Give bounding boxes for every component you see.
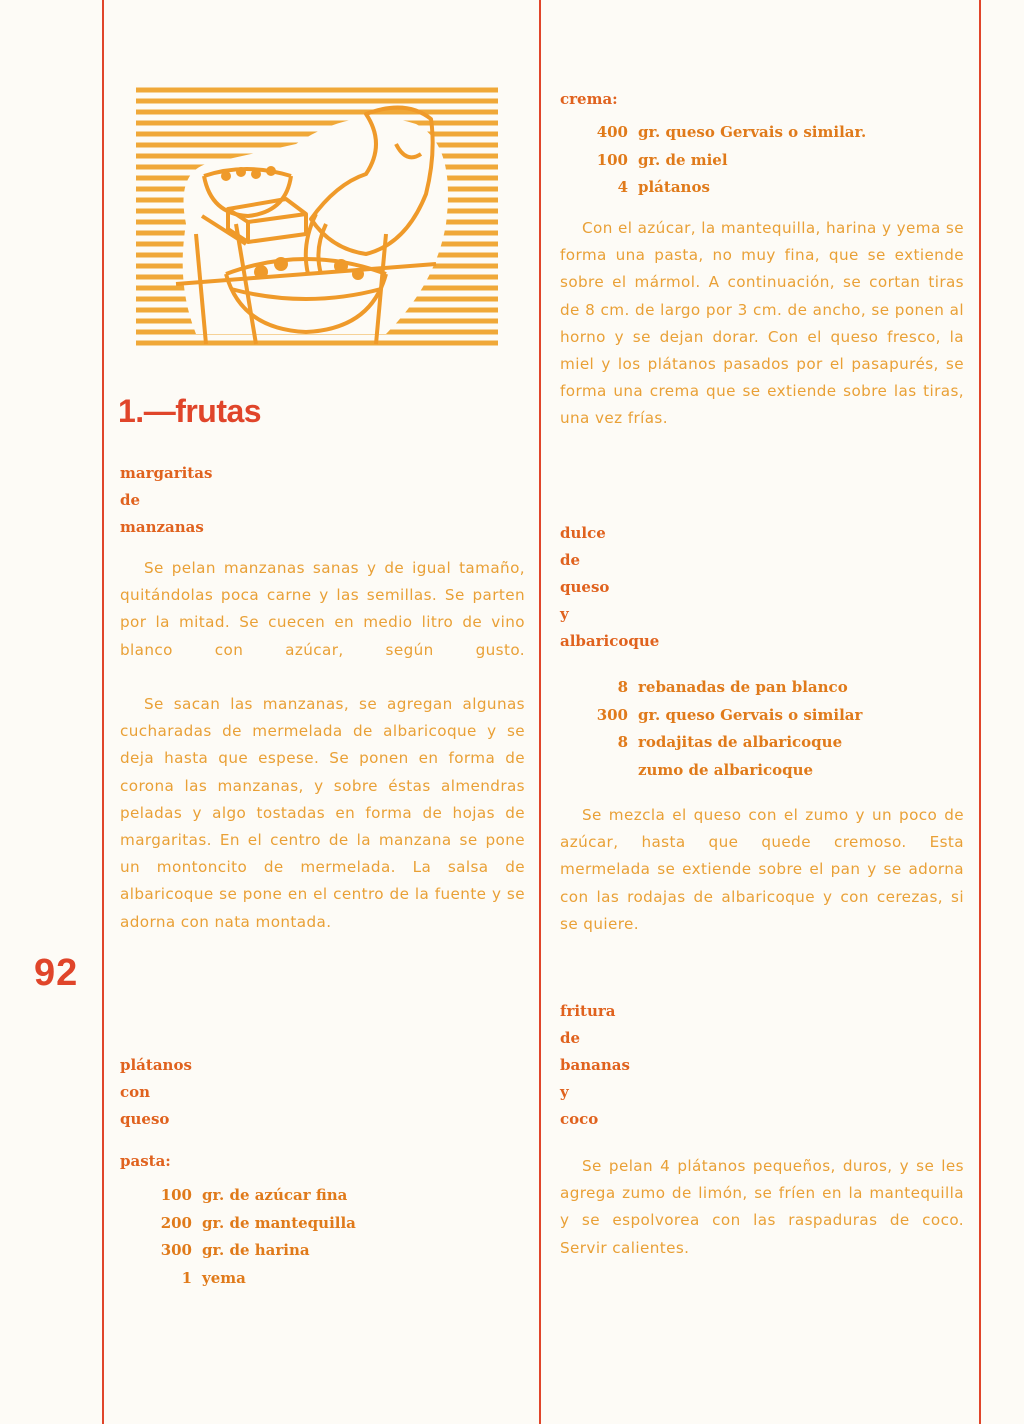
recipe-margaritas-paragraph-2: Se sacan las manzanas, se agregan algunas cucharadas de mermelada de albaricoque y se deja hasta que espese. Se ponen en forma de corona las manzanas, y sobre éstas almendras peladas y algo tostadas en forma de hojas de margaritas. En el centro de la manzana se pone un montoncito de mermelada. La salsa de albaricoque se pone en el centro de la fuente y se adorna con nata montada. <box>120 695 525 931</box>
dulce-ingredients <box>590 674 862 784</box>
right-rule <box>979 0 981 1424</box>
ingredient-item: 4 plátanos <box>617 178 710 196</box>
crema-ingredients <box>590 119 866 202</box>
ingredient-item: 300 gr. queso Gervais o similar <box>596 705 863 724</box>
ingredient-item: 100 gr. de miel <box>596 150 728 169</box>
recipe-margaritas-paragraph-1: Se pelan manzanas sanas y de igual tamaño, quitándolas poca carne y las semillas. Se parten por la mitad. Se cuecen en medio litro de vino blanco con azúcar, según gusto. <box>120 559 525 659</box>
recipe-platanos-paragraph: Con el azúcar, la mantequilla, harina y yema se forma una pasta, no muy fina, que se extiende sobre el mármol. A continuación, se cortan tiras de 8 cm. de largo por 3 cm. de ancho, se ponen al horno y se dejan dorar. Con el queso fresco, la miel y los plátanos pasados por el pasapurés, se forma una crema que se extiende sobre las tiras, una vez frías. <box>560 219 964 428</box>
recipe-title-fritura: fritura de bananas y coco <box>560 1002 630 1128</box>
ingredient-item: 8 rodajitas de albaricoque <box>617 733 843 751</box>
ingredient-item: 400 gr. queso Gervais o similar. <box>596 123 867 141</box>
pasta-ingredients <box>150 1182 356 1292</box>
recipe-title-platanos: plátanos con queso <box>120 1056 192 1128</box>
crema-label: crema: <box>560 90 618 108</box>
recipe-title-dulce: dulce de queso y albaricoque <box>560 524 660 650</box>
ingredient-item: 1 yema <box>181 1268 246 1287</box>
ingredient-item: 8 rebanadas de pan blanco <box>617 678 848 696</box>
recipe-fritura-paragraph: Se pelan 4 plátanos pequeños, duros, y se les agrega zumo de limón, se fríen en la mantequilla y se espolvorea con las raspaduras de coco. Servir calientes. <box>560 1157 964 1257</box>
left-rule <box>102 0 104 1424</box>
fruit-bowl-pouring-icon <box>136 84 498 356</box>
page-number: 92 <box>34 952 79 994</box>
ingredient-item: 100 gr. de azúcar fina <box>160 1186 348 1204</box>
pasta-label: pasta: <box>120 1152 171 1170</box>
recipe-title-margaritas: margaritas de manzanas <box>120 464 213 536</box>
recipe-dulce-paragraph: Se mezcla el queso con el zumo y un poco de azúcar, hasta que quede cremoso. Esta mermelada se extiende sobre el pan y se adorna con las rodajas de albaricoque y con cerezas, si se quiere. <box>560 806 964 933</box>
ingredient-item: 300 gr. de harina <box>160 1241 310 1259</box>
ingredient-item: 200 gr. de mantequilla <box>160 1213 356 1232</box>
chapter-title: 1.—frutas <box>118 393 262 429</box>
center-rule <box>539 0 541 1424</box>
ingredient-item: zumo de albaricoque <box>638 760 814 779</box>
